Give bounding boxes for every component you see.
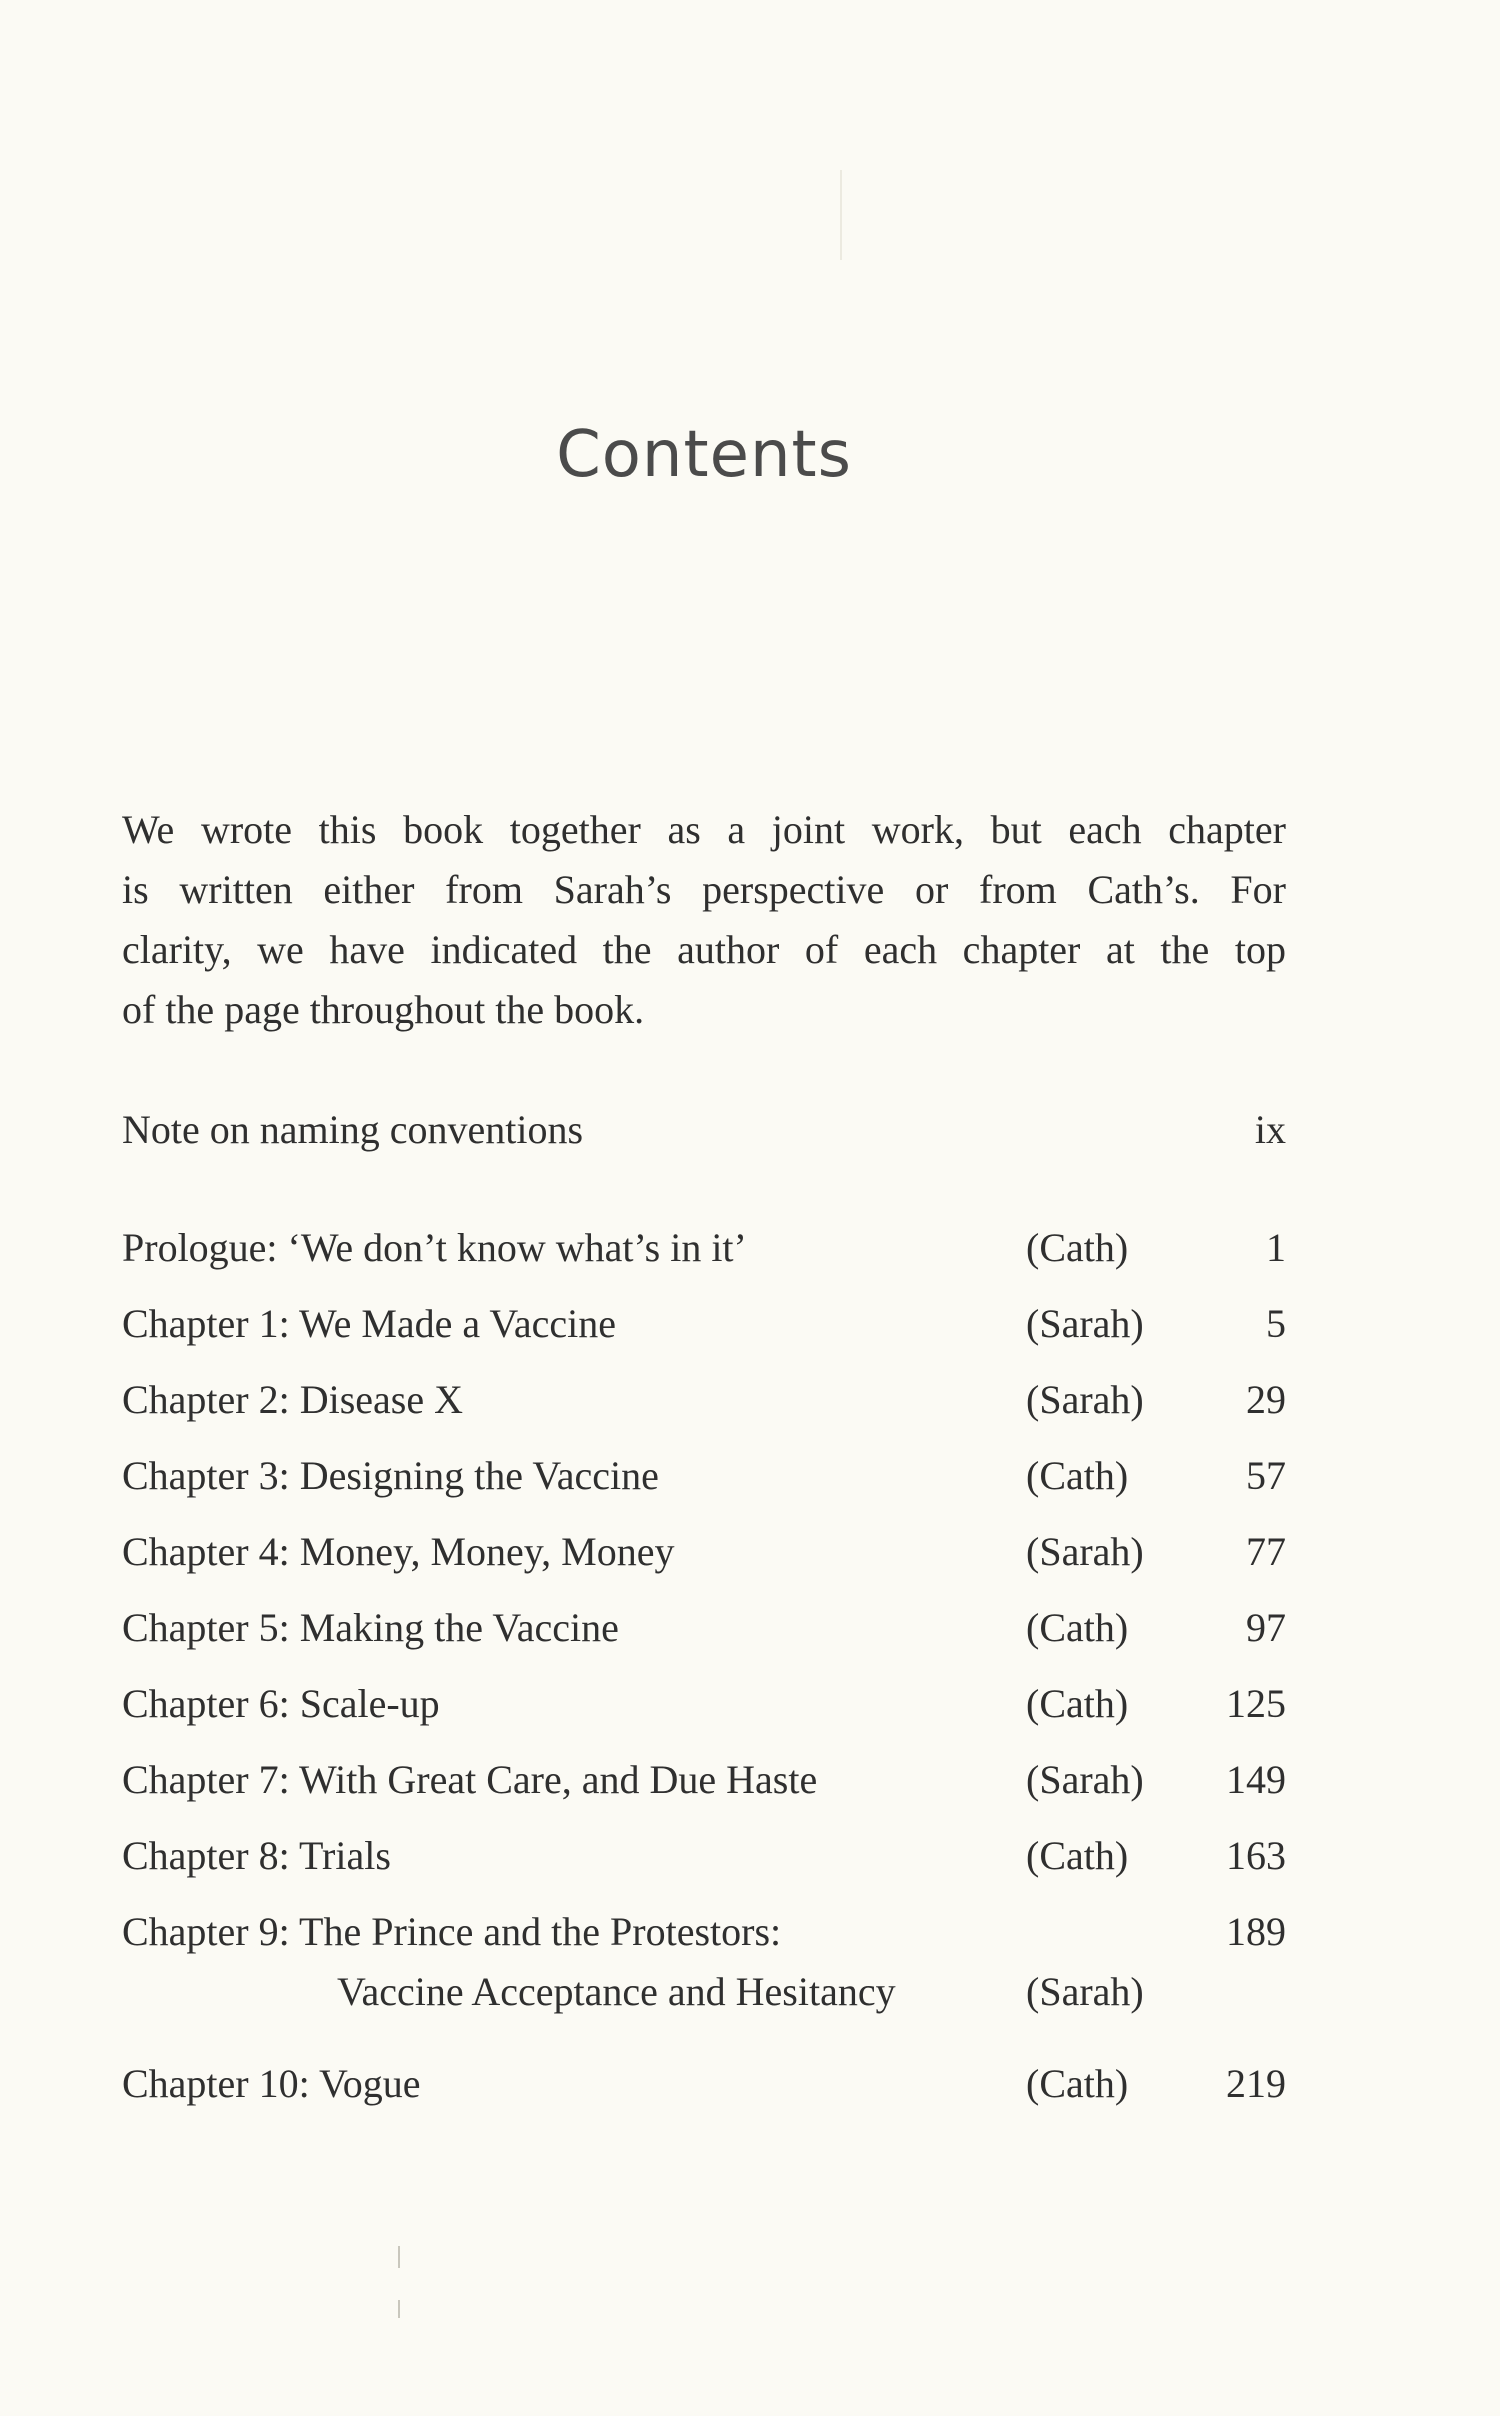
toc-entry-page: 57 [1246, 1453, 1286, 1498]
intro-line: of the page throughout the book. [122, 987, 645, 1032]
toc-entry-title: Chapter 9: The Prince and the Protestors: [122, 1909, 782, 1954]
toc-entry-title: Chapter 7: With Great Care, and Due Haste [122, 1757, 818, 1802]
page-title: Contents [556, 418, 852, 492]
toc-entry-title: Chapter 3: Designing the Vaccine [122, 1453, 659, 1498]
toc-entry-page: 5 [1266, 1301, 1286, 1346]
toc-entry-author: (Sarah) [1026, 1969, 1144, 2014]
toc-entry-chapter-9[interactable] [122, 1902, 1286, 2022]
toc-entry-author: (Sarah) [1026, 1301, 1144, 1346]
paper-mark [398, 2300, 400, 2318]
toc-entry-title: Chapter 2: Disease X [122, 1377, 464, 1422]
toc-entry-page: 219 [1226, 2061, 1286, 2106]
toc-entry-page: ix [1254, 1107, 1286, 1152]
toc-entry-author: (Cath) [1026, 1681, 1129, 1726]
intro-line: We wrote this book together as a joint work, but each chapter [122, 807, 1286, 852]
toc-entry-title-continued: Vaccine Acceptance and Hesitancy [337, 1969, 896, 2014]
toc-entry-author: (Cath) [1026, 1605, 1129, 1650]
paper-mark [398, 2246, 400, 2268]
toc-entry-title: Chapter 8: Trials [122, 1833, 391, 1878]
toc-entry-title: Chapter 1: We Made a Vaccine [122, 1301, 617, 1346]
paper-mark [840, 170, 842, 260]
toc-entry-author: (Sarah) [1026, 1757, 1144, 1802]
toc-entry-page: 163 [1226, 1833, 1286, 1878]
toc-entry-author: (Sarah) [1026, 1377, 1144, 1422]
toc-entry-title: Prologue: ‘We don’t know what’s in it’ [122, 1225, 747, 1270]
intro-paragraph [122, 800, 1286, 1040]
toc-entry-author: (Sarah) [1026, 1529, 1144, 1574]
toc-entry-title: Chapter 5: Making the Vaccine [122, 1605, 619, 1650]
toc-entry-author: (Cath) [1026, 1833, 1129, 1878]
toc-entry-page: 77 [1246, 1529, 1286, 1574]
toc-entry-author: (Cath) [1026, 2061, 1129, 2106]
toc-entry-author: (Cath) [1026, 1225, 1129, 1270]
toc-entry-page: 1 [1266, 1225, 1286, 1270]
toc-entry-title: Chapter 4: Money, Money, Money [122, 1529, 675, 1574]
intro-line: clarity, we have indicated the author of each chapter at the top [122, 927, 1286, 972]
toc-entry-page: 97 [1246, 1605, 1286, 1650]
toc-entry-page: 29 [1246, 1377, 1286, 1422]
intro-line: is written either from Sarah’s perspective or from Cath’s. For [122, 867, 1286, 912]
toc-entry-author: (Cath) [1026, 1453, 1129, 1498]
toc-entry-title: Chapter 6: Scale-up [122, 1681, 440, 1726]
toc-entry-page: 149 [1226, 1757, 1286, 1802]
toc-entry-page: 189 [1226, 1909, 1286, 1954]
toc-entry-page: 125 [1226, 1681, 1286, 1726]
toc-entry-title: Chapter 10: Vogue [122, 2061, 421, 2106]
toc-entry-title: Note on naming conventions [122, 1107, 584, 1152]
